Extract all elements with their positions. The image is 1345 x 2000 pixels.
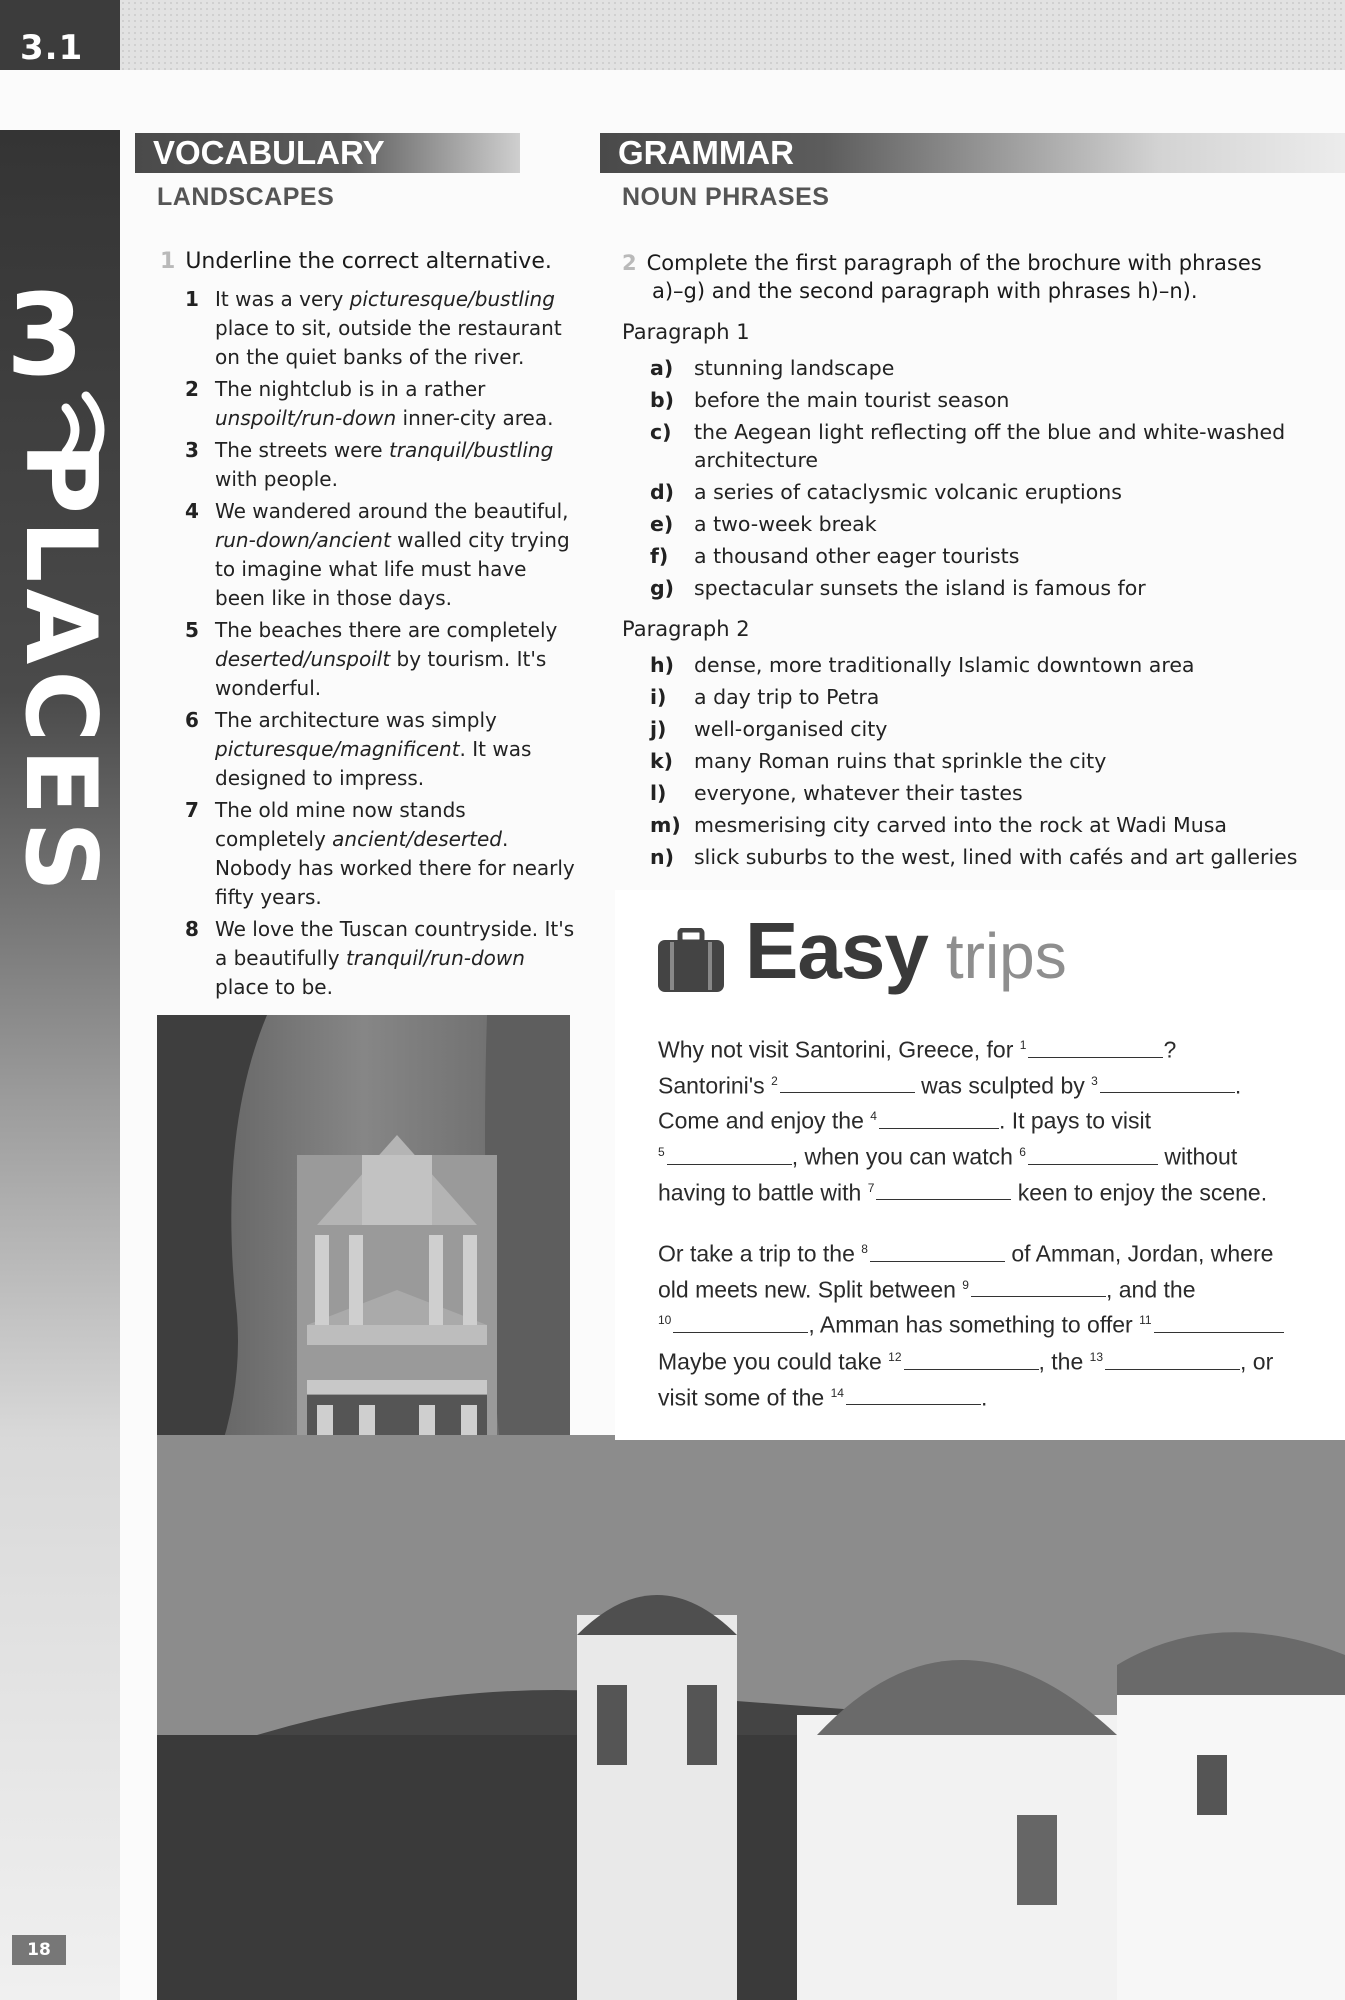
vocabulary-instruction (160, 248, 552, 276)
item-text-before: The beaches there are completely (215, 618, 558, 642)
unit-number: 3.1 (20, 28, 84, 68)
item-text-after: by tourism. It's wonderful. (215, 647, 547, 700)
gap-number: 11 (1139, 1313, 1152, 1328)
item-text-before: We wandered around the beautiful, (215, 499, 569, 523)
phrase-text: a thousand other eager tourists (694, 544, 1020, 568)
brochure-line (658, 1101, 1345, 1137)
phrase-text: spectacular sunsets the island is famous for (694, 576, 1146, 600)
gap-blank[interactable] (1105, 1347, 1240, 1370)
brochure-text: , or (1240, 1348, 1274, 1375)
unit-sidebar-number: 3 (6, 271, 84, 401)
item-text-before: We love the Tuscan countryside. It's a beautifully (215, 917, 575, 970)
item-alternatives[interactable]: picturesque/bustling (349, 287, 555, 311)
phrase-item (650, 510, 1310, 538)
phrase-item (650, 811, 1310, 839)
phrase-text: a series of cataclysmic volcanic eruptions (694, 480, 1122, 504)
unit-sidebar (0, 130, 120, 2000)
exercise-number: 1 (160, 249, 176, 274)
phrase-letter: e) (650, 512, 674, 536)
brochure-text: old meets new. Split between (658, 1276, 963, 1303)
gap-number: 5 (658, 1144, 665, 1159)
vocabulary-item (185, 497, 575, 613)
phrase-text: everyone, whatever their tastes (694, 781, 1023, 805)
brochure-text: , when you can watch (791, 1143, 1020, 1170)
brochure-text: Or take a trip to the (658, 1240, 862, 1267)
gap-blank[interactable] (1154, 1310, 1284, 1333)
item-text-after: place to be. (215, 975, 333, 999)
item-alternatives[interactable]: run-down/ancient (215, 528, 391, 552)
top-banner (0, 0, 1345, 70)
phrase-text: the Aegean light reflecting off the blue and white-washed architecture (694, 420, 1286, 472)
phrase-item (650, 386, 1310, 414)
gap-number: 13 (1089, 1350, 1104, 1364)
gap-blank[interactable] (846, 1382, 981, 1405)
phrase-letter: n) (650, 845, 674, 869)
phrase-item (650, 683, 1310, 711)
item-text-before: The old mine now stands completely (215, 798, 466, 851)
gap-number: 1 (1019, 1038, 1027, 1052)
gap-number: 7 (867, 1180, 875, 1195)
suitcase-icon (656, 928, 726, 994)
gap-number: 8 (861, 1242, 868, 1256)
grammar-instruction (622, 249, 1262, 305)
phrase-item (650, 418, 1310, 474)
vocabulary-item (185, 796, 575, 912)
brochure-text: , the (1038, 1348, 1090, 1375)
brochure-text: , and the (1105, 1276, 1196, 1303)
phrase-letter: h) (650, 653, 674, 677)
gap-blank[interactable] (780, 1070, 915, 1093)
exercise-number: 2 (622, 251, 637, 275)
gap-number: 10 (658, 1313, 672, 1328)
gap-blank[interactable] (971, 1274, 1106, 1297)
item-alternatives[interactable]: picturesque/magnificent (215, 737, 460, 761)
phrase-letter: k) (650, 749, 674, 773)
brochure-text: Maybe you could take (658, 1348, 889, 1375)
item-number: 2 (185, 377, 199, 401)
instruction-text: Underline the correct alternative. (185, 249, 552, 274)
brochure-text: of Amman, Jordan, where (1004, 1240, 1274, 1267)
brochure-text: visit some of the (658, 1384, 831, 1411)
brochure-text: having to battle with (658, 1179, 868, 1206)
santorini-domes-photo (157, 1435, 1345, 2000)
instruction-line-1: Complete the first paragraph of the brochure with phrases (646, 251, 1262, 275)
instruction-line-2: a)–g) and the second paragraph with phrases h)–n). (652, 279, 1198, 303)
item-text-after: inner-city area. (396, 406, 554, 430)
item-text-after: place to sit, outside the restaurant on the quiet banks of the river. (215, 316, 562, 369)
item-alternatives[interactable]: deserted/unspoilt (215, 647, 391, 671)
gap-blank[interactable] (1100, 1070, 1235, 1093)
gap-blank[interactable] (879, 1106, 999, 1129)
vocabulary-section-bar: VOCABULARY (135, 133, 520, 173)
phrase-letter: f) (650, 544, 669, 568)
item-text-before: It was a very (215, 287, 350, 311)
item-alternatives[interactable]: ancient/deserted (332, 827, 503, 851)
brochure-line (658, 1270, 1345, 1306)
phrase-text: mesmerising city carved into the rock at Wadi Musa (694, 813, 1227, 837)
brochure-text: Santorini's (658, 1072, 772, 1099)
item-text-after: . Nobody has worked there for nearly fifty years. (215, 827, 575, 909)
gap-blank[interactable] (870, 1239, 1005, 1262)
item-text-after: . It was designed to impress. (215, 737, 532, 790)
paragraph-2-label: Paragraph 2 (622, 617, 750, 641)
gap-blank[interactable] (673, 1310, 808, 1333)
vocabulary-item (185, 706, 575, 793)
gap-number: 14 (830, 1385, 844, 1400)
grammar-section-bar: GRAMMAR (600, 133, 1345, 173)
brochure-text: , Amman has something to offer (808, 1311, 1140, 1338)
brochure-text: . It pays to visit (998, 1107, 1152, 1134)
item-number: 6 (185, 708, 199, 732)
brochure-line (658, 1342, 1345, 1378)
item-text-before: The architecture was simply (215, 708, 497, 732)
phrase-item (650, 715, 1310, 743)
phrase-letter: j) (650, 717, 667, 741)
phrase-text: stunning landscape (694, 356, 895, 380)
phrase-item (650, 478, 1310, 506)
vocabulary-item (185, 375, 575, 433)
brochure-text: Why not visit Santorini, Greece, for (658, 1036, 1020, 1063)
gap-blank[interactable] (667, 1142, 792, 1165)
item-number: 8 (185, 917, 199, 941)
brochure-line (658, 1305, 1345, 1341)
phrase-item (650, 542, 1310, 570)
phrase-text: dense, more traditionally Islamic downtown area (694, 653, 1195, 677)
gap-number: 2 (771, 1073, 778, 1088)
brochure-line (658, 1066, 1345, 1102)
phrase-letter: d) (650, 480, 675, 504)
vocabulary-item (185, 616, 575, 703)
item-alternatives[interactable]: tranquil/bustling (388, 438, 554, 462)
vocabulary-item (185, 285, 575, 372)
item-text-before: The streets were (215, 438, 389, 462)
phrase-letter: l) (650, 781, 667, 805)
phrase-item (650, 354, 1310, 382)
brochure-text: keen to enjoy the scene. (1011, 1179, 1268, 1206)
vocabulary-exercise-list (185, 285, 575, 1005)
item-alternatives[interactable]: tranquil/run-down (345, 946, 525, 970)
brochure-text: without (1157, 1143, 1238, 1170)
brochure-line (658, 1030, 1345, 1066)
gap-number: 6 (1019, 1144, 1026, 1159)
phrase-letter: a) (650, 356, 674, 380)
brochure-line (658, 1173, 1345, 1209)
brochure-paragraph-1 (658, 1030, 1345, 1208)
item-number: 5 (185, 618, 199, 642)
phrase-item (650, 574, 1310, 602)
brochure-text: Come and enjoy the (658, 1107, 871, 1134)
unit-tab (0, 0, 120, 70)
grammar-subtitle: NOUN PHRASES (622, 183, 830, 211)
item-number: 7 (185, 798, 199, 822)
vocabulary-item (185, 436, 575, 494)
phrase-letter: m) (650, 813, 681, 837)
gap-number: 12 (888, 1350, 902, 1364)
phrase-item (650, 779, 1310, 807)
item-text-after: walled city trying to imagine what life must have been like in those days. (215, 528, 570, 610)
item-number: 4 (185, 499, 199, 523)
phrase-text: before the main tourist season (694, 388, 1010, 412)
phrase-text: well-organised city (694, 717, 888, 741)
paragraph-1-phrase-list (650, 354, 1310, 606)
brochure-text: . (980, 1384, 988, 1411)
brochure-paragraph-3 (658, 1342, 1345, 1413)
item-number: 3 (185, 438, 199, 462)
phrase-text: a day trip to Petra (694, 685, 880, 709)
vocabulary-item (185, 915, 575, 1002)
item-text-after: with people. (215, 467, 338, 491)
phrase-letter: g) (650, 576, 675, 600)
item-alternatives[interactable]: unspoilt/run-down (215, 406, 397, 430)
brochure-title-easy: Easy (745, 906, 928, 995)
brochure-line (658, 1137, 1345, 1173)
phrase-text: slick suburbs to the west, lined with cafés and art galleries (694, 845, 1298, 869)
gap-blank[interactable] (876, 1177, 1011, 1200)
phrase-letter: b) (650, 388, 675, 412)
vocabulary-subtitle: LANDSCAPES (157, 183, 335, 211)
item-number: 1 (185, 287, 199, 311)
paragraph-1-label: Paragraph 1 (622, 320, 750, 344)
paragraph-2-phrase-list (650, 651, 1310, 875)
phrase-text: many Roman ruins that sprinkle the city (694, 749, 1107, 773)
item-text-before: The nightclub is in a rather (215, 377, 486, 401)
brochure-text: . (1234, 1072, 1242, 1099)
brochure-title (745, 905, 1067, 997)
phrase-letter: c) (650, 420, 672, 444)
brochure-paragraph-2 (658, 1234, 1345, 1341)
phrase-item (650, 651, 1310, 679)
phrase-item (650, 843, 1310, 871)
brochure-line (658, 1378, 1345, 1414)
gap-blank[interactable] (904, 1347, 1039, 1370)
brochure-text: ? (1163, 1036, 1177, 1063)
phrase-text: a two-week break (694, 512, 877, 536)
phrase-letter: i) (650, 685, 667, 709)
unit-sidebar-title: PLACES (3, 442, 117, 898)
brochure-text: was sculpted by (914, 1072, 1092, 1099)
brochure-line (658, 1234, 1345, 1270)
brochure-title-trips: trips (945, 920, 1067, 992)
gap-blank[interactable] (1028, 1035, 1163, 1058)
gap-number: 4 (870, 1109, 877, 1124)
page-number: 18 (12, 1935, 66, 1965)
gap-number: 9 (962, 1277, 969, 1292)
gap-number: 3 (1091, 1073, 1098, 1088)
phrase-item (650, 747, 1310, 775)
gap-blank[interactable] (1028, 1142, 1158, 1165)
